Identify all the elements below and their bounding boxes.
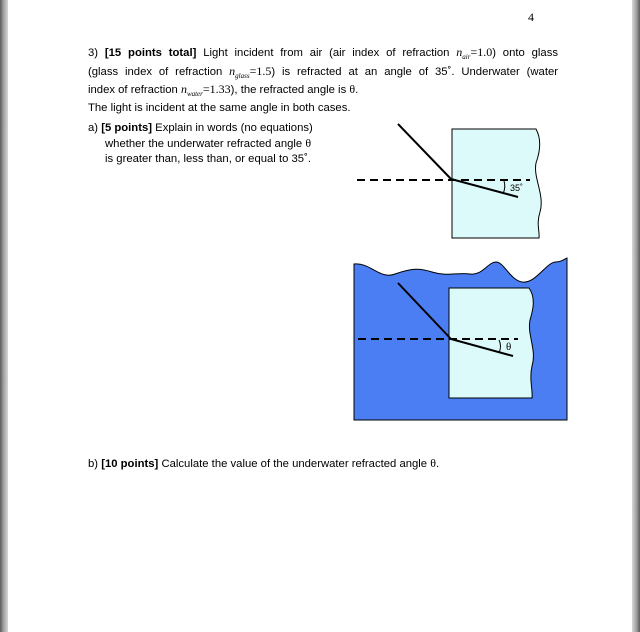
question-glass-open: (glass index of refraction	[88, 65, 230, 78]
part-a-line-3: is greater than, less than, or equal to 35˚.	[105, 153, 311, 165]
part-a-label: a)	[88, 122, 102, 134]
question-number: 3)	[88, 47, 99, 59]
part-b-text	[88, 456, 439, 471]
n-air-subscript: air	[462, 53, 471, 61]
n-glass-symbol: n	[229, 63, 236, 78]
question-period: .	[355, 84, 359, 96]
part-b-period: .	[435, 458, 440, 470]
question-after-water: ), the refracted angle is	[230, 84, 350, 96]
question-after-glass: ) is refracted at an angle of 35˚. Underwater (water	[271, 65, 558, 78]
page-number: 4	[528, 10, 534, 24]
part-a-line2-text: whether the underwater refracted angle	[105, 138, 306, 150]
part-a-points: [5 points]	[101, 122, 153, 134]
air-incident-ray	[398, 124, 451, 179]
question-theta: θ	[349, 82, 356, 96]
n-glass-value: =1.5	[249, 63, 272, 78]
question-after-air: ) onto glass	[492, 47, 558, 59]
part-a-line1-text: Explain in words (no equations)	[152, 122, 313, 134]
n-air-symbol: n	[456, 45, 463, 59]
part-a-theta: θ	[305, 136, 312, 150]
n-water-value: =1.33	[202, 82, 231, 96]
air-refraction-diagram	[357, 124, 541, 238]
part-b-label: b)	[88, 458, 102, 470]
water-refraction-diagram	[354, 258, 567, 420]
water-glass-block	[449, 288, 533, 398]
part-b-theta: θ	[430, 456, 436, 470]
question-points: [15 points total]	[104, 47, 197, 59]
n-glass-subscript: glass	[235, 71, 250, 80]
n-water-subscript: water	[186, 90, 203, 98]
n-water-symbol: n	[180, 82, 187, 96]
question-line-4: The light is incident at the same angle in both cases.	[88, 101, 351, 114]
question-water-open: index of refraction	[88, 84, 181, 96]
n-air-value: =1.0	[470, 45, 493, 59]
part-b-body: Calculate the value of the underwater refracted angle	[158, 458, 431, 470]
water-angle-label: θ	[506, 341, 512, 353]
air-angle-label: 35˚	[510, 183, 524, 193]
part-b-points: [10 points]	[101, 458, 159, 470]
question-intro: Light incident from air (air index of refraction	[196, 47, 457, 59]
